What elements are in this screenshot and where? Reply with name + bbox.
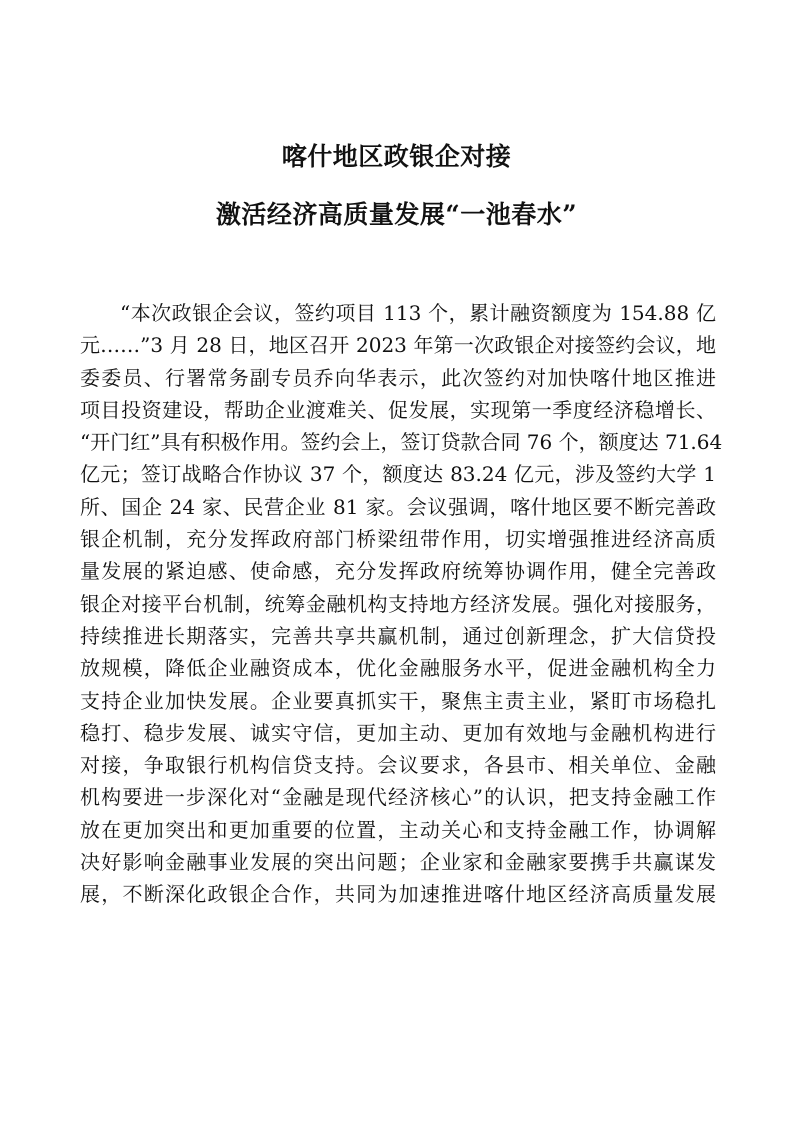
body-line: 机构要进一步深化对“金融是现代经济核心”的认识，把支持金融工作 (80, 785, 716, 810)
body-line: 放在更加突出和更加重要的位置，主动关心和支持金融工作，协调解 (80, 817, 716, 842)
body-line: 亿元；签订战略合作协议 37 个，额度达 83.24 亿元，涉及签约大学 1 (80, 462, 716, 487)
article-body (80, 297, 723, 911)
body-line: 元……”3 月 28 日，地区召开 2023 年第一次政银企对接签约会议，地 (80, 333, 716, 358)
body-line: 所、国企 24 家、民营企业 81 家。会议强调，喀什地区要不断完善政 (80, 494, 716, 519)
body-line: “开门红”具有积极作用。签约会上，签订贷款合同 76 个，额度达 71.64 (80, 430, 723, 455)
body-line: “本次政银企会议，签约项目 113 个，累计融资额度为 154.88 亿 (120, 301, 716, 325)
body-line: 量发展的紧迫感、使命感，充分发挥政府统筹协调作用，健全完善政 (80, 559, 716, 584)
body-line: 对接，争取银行机构信贷支持。会议要求，各县市、相关单位、金融 (80, 753, 716, 778)
body-line: 展，不断深化政银企合作，共同为加速推进喀什地区经济高质量发展 (80, 882, 716, 907)
body-line: 放规模，降低企业融资成本，优化金融服务水平，促进金融机构全力 (80, 656, 716, 681)
body-line: 稳打、稳步发展、诚实守信，更加主动、更加有效地与金融机构进行 (80, 720, 716, 745)
body-line: 银企对接平台机制，统筹金融机构支持地方经济发展。强化对接服务， (80, 591, 716, 616)
body-line: 持续推进长期落实，完善共享共赢机制，通过创新理念，扩大信贷投 (80, 623, 716, 648)
body-line: 决好影响金融事业发展的突出问题；企业家和金融家要携手共赢谋发 (80, 850, 716, 875)
body-line: 委委员、行署常务副专员乔向华表示，此次签约对加快喀什地区推进 (80, 365, 716, 390)
body-line: 银企机制，充分发挥政府部门桥梁纽带作用，切实增强推进经济高质 (80, 527, 716, 552)
article-title-line-2: 激活经济高质量发展“一池春水” (215, 200, 578, 229)
body-line: 支持企业加快发展。企业要真抓实干，聚焦主责主业，紧盯市场稳扎 (80, 688, 716, 713)
article-title-line-1: 喀什地区政银企对接 (281, 142, 512, 171)
body-line: 项目投资建设，帮助企业渡难关、促发展，实现第一季度经济稳增长、 (80, 397, 716, 422)
